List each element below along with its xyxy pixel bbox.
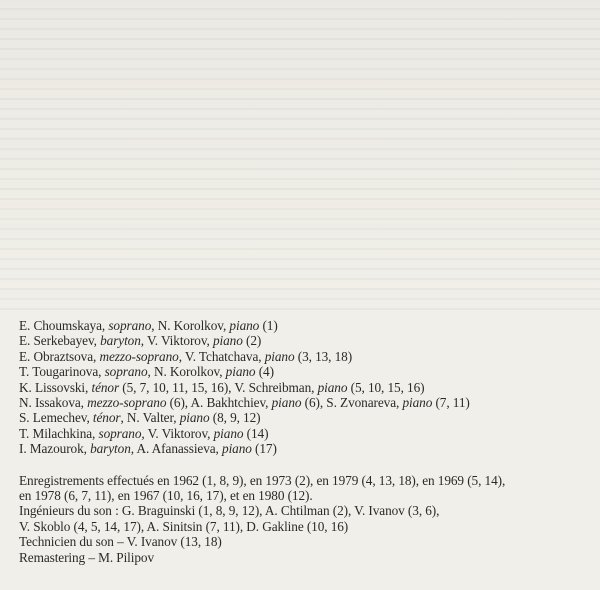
performer-role: piano: [229, 318, 260, 333]
performer-text: (7, 11): [432, 395, 470, 411]
recording-line: Ingénieurs du son : G. Braguinski (1, 8, 9, 12), A. Chtilman (2), V. Ivanov (3, 6),: [19, 503, 440, 519]
performer-line: [19, 380, 589, 395]
recording-line: en 1978 (6, 7, 11), en 1967 (10, 16, 17), et en 1980 (12).: [19, 488, 313, 504]
recording-line: V. Skoblo (4, 5, 14, 17), A. Sinitsin (7, 11), D. Gakline (10, 16): [19, 518, 349, 534]
performer-text: (6), S. Zvonareva,: [301, 395, 403, 411]
performer-text: (6), A. Bakhtchiev,: [166, 395, 272, 411]
recording-line: Enregistrements effectués en 1962 (1, 8, 9), en 1973 (2), en 1979 (4, 13, 18), en 1969 (5, 14),: [19, 472, 506, 488]
performer-text: , N. Korolkov,: [151, 318, 230, 333]
performer-role: ténor: [92, 410, 121, 426]
performer-line: [19, 349, 589, 364]
performer-role: mezzo-soprano: [87, 395, 167, 411]
performer-role: baryton: [100, 333, 141, 349]
performer-role: soprano: [104, 364, 148, 380]
performer-line: [19, 318, 589, 333]
performer-text: E. Obraztsova,: [19, 348, 100, 364]
performer-text: (3, 13, 18): [294, 348, 353, 364]
recording-notes: [19, 473, 589, 565]
performer-text: T. Tougarinova,: [19, 364, 105, 380]
performer-role: piano: [213, 425, 244, 441]
performer-text: (2): [242, 333, 262, 349]
performer-text: (5, 10, 15, 16): [347, 379, 425, 395]
performer-role: piano: [317, 379, 348, 395]
performer-text: E. Choumskaya,: [19, 318, 109, 333]
performer-text: I. Mazourok,: [19, 441, 91, 457]
performer-text: N. Issakova,: [19, 395, 88, 411]
performer-line: [19, 426, 589, 441]
spacer: [19, 457, 589, 473]
performer-text: S. Lemechev,: [19, 410, 93, 426]
performer-line: [19, 395, 589, 410]
recording-line: Technicien du son – V. Ivanov (13, 18): [19, 534, 222, 550]
performer-line: [19, 441, 589, 456]
performer-text: , A. Afanassieva,: [130, 441, 223, 457]
performer-text: , N. Valter,: [120, 410, 180, 426]
performer-text: (17): [251, 441, 277, 457]
performer-text: , V. Viktorov,: [140, 333, 213, 349]
performer-text: (1): [259, 318, 278, 333]
performer-line: [19, 333, 589, 348]
performer-role: ténor: [91, 379, 120, 395]
performer-line: [19, 410, 589, 425]
performer-role: soprano: [98, 425, 142, 441]
performer-role: piano: [212, 333, 243, 349]
performers-list: [19, 318, 589, 457]
performer-text: (8, 9, 12): [209, 410, 261, 426]
performer-role: soprano: [108, 318, 152, 333]
performer-role: piano: [402, 395, 433, 411]
performer-text: T. Milachkina,: [19, 425, 99, 441]
performer-role: mezzo-soprano: [99, 348, 179, 364]
performer-text: K. Lissovski,: [19, 379, 92, 395]
recording-line: Remastering – M. Pilipov: [19, 549, 154, 565]
performer-role: piano: [271, 395, 302, 411]
performer-role: baryton: [90, 441, 131, 457]
performer-role: piano: [264, 348, 295, 364]
performer-text: (5, 7, 10, 11, 15, 16), V. Schreibman,: [119, 379, 318, 395]
performer-text: (14): [243, 425, 269, 441]
performer-role: piano: [222, 441, 252, 457]
performer-role: piano: [179, 410, 210, 426]
performer-text: , N. Korolkov,: [147, 364, 226, 380]
performer-text: (4): [255, 364, 274, 380]
performer-text: , V. Tchatchava,: [178, 348, 265, 364]
performer-role: piano: [225, 364, 256, 380]
performer-line: [19, 364, 589, 379]
credits-section: [19, 318, 589, 565]
performer-text: , V. Viktorov,: [141, 425, 214, 441]
performer-text: E. Serkebayev,: [19, 333, 101, 349]
